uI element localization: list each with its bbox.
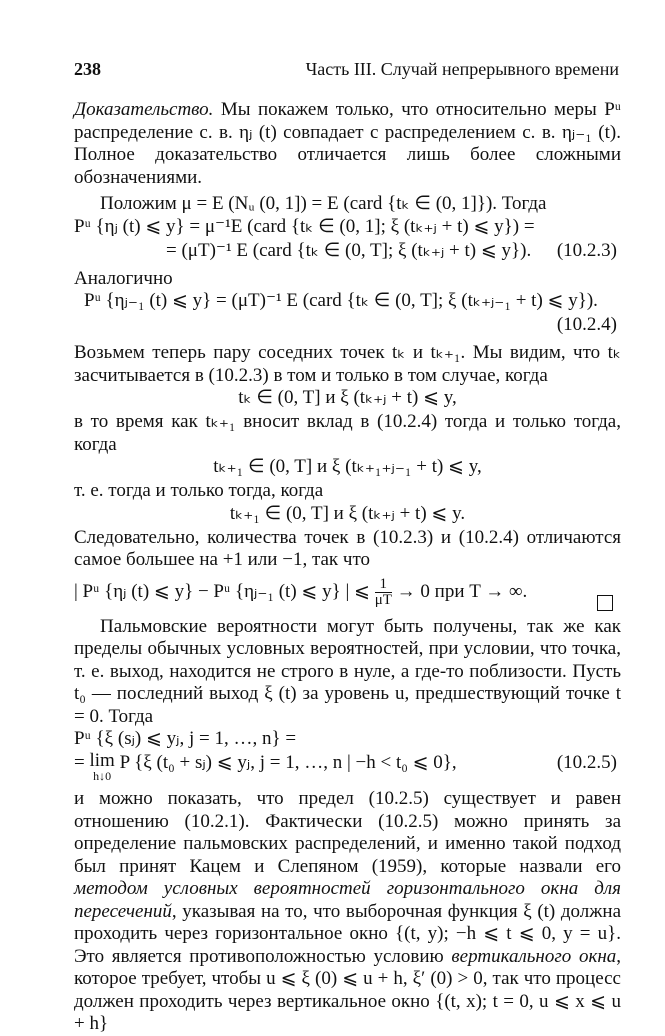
- equation-10-2-3-line1: Pᵘ {ηⱼ (t) ⩽ y} = μ⁻¹E (card {tₖ ∈ (0, 1]; ξ (tₖ₊ⱼ + t) ⩽ y}) =: [74, 215, 535, 237]
- text-segment: , которое требует, чтобы u ⩽ ξ (0) ⩽ u + h, ξ′ (0) > 0, так что процесс должен проходить через вертикальное окно {(t, x); t = 0, u ⩽ x ⩽ u + h}: [74, 945, 622, 1034]
- limit-operator: [89, 752, 114, 782]
- page-body: [74, 99, 621, 1036]
- emphasis-vertical-window: вертикального окна: [451, 945, 617, 967]
- condition-1: tₖ ∈ (0, T] и ξ (tₖ₊ⱼ + t) ⩽ y,: [238, 387, 457, 408]
- paragraph-ie: т. е. тогда и только тогда, когда: [74, 480, 324, 501]
- equation-line: [74, 290, 621, 314]
- inequality-right: → 0 при T → ∞.: [396, 580, 528, 602]
- proof-label: Доказательство.: [74, 99, 214, 120]
- condition-3: tₖ₊₁ ∈ (0, T] и ξ (tₖ₊ⱼ + t) ⩽ y.: [229, 502, 466, 524]
- proof-text: Мы покажем только, что относительно меры Pᵘ распределение с. в. ηⱼ (t) совпадает с распределением с. в. ηⱼ₋₁ (t). Полное доказательство отличается лишь более сложными обозначениями.: [74, 99, 621, 188]
- limit-label: lim: [89, 750, 115, 771]
- paragraph-kac-slepian: [74, 788, 621, 1036]
- equation-number: (10.2.3): [556, 239, 617, 261]
- inequality-line: [74, 572, 621, 612]
- fraction-one-over-mu-t: [375, 577, 392, 608]
- fraction-numerator: 1: [375, 577, 392, 593]
- qed-box-icon: [597, 595, 613, 611]
- text-segment: , указывая на то, что выборочная функция ξ (t) должна проходить через горизонтальное окно {(t, y); −h ⩽ t ⩽ 0, y = u}. Это является противоположностью условию: [74, 900, 621, 967]
- condition-2: tₖ₊₁ ∈ (0, T] и ξ (tₖ₊₁₊ⱼ₋₁ + t) ⩽ y,: [213, 456, 482, 477]
- qed-box-wrapper: [597, 584, 613, 624]
- page-number: 238: [74, 59, 101, 79]
- limit-subscript: h↓0: [93, 769, 112, 783]
- paragraph-palm-probabilities: Пальмовские вероятности могут быть получены, так же как пределы обычных условных вероятностей, при условии, что точка, т. е. выход, находится не строго в нуле, а где-то поблизости. Пусть t₀ — последний выход ξ (t) за уровень u, предшествующий точке t = 0. Тогда: [74, 615, 621, 727]
- equation-line: [74, 216, 621, 240]
- equation-line: [74, 752, 621, 788]
- equation-10-2-5-line2: P {ξ (t₀ + sⱼ) ⩽ yⱼ, j = 1, …, n | −h < t₀ ⩽ 0},: [119, 752, 457, 773]
- condition-line: [74, 387, 621, 411]
- text-segment: и можно показать, что предел (10.2.5) существует и равен отношению (10.2.1). Фактически (10.2.5) можно принять за определение пальмовских распределений, и именно такой подход был принят Кацем и Слепяном (1959), которые назвали его: [74, 788, 621, 877]
- equation-10-2-3-line2: = (μT)⁻¹ E (card {tₖ ∈ (0, T]; ξ (tₖ₊ⱼ + t) ⩽ y}).: [166, 239, 532, 261]
- analogously-label: Аналогично: [74, 267, 173, 289]
- equation-number: (10.2.5): [556, 752, 617, 773]
- condition-line: [74, 456, 621, 480]
- paragraph-consequently: Следовательно, количества точек в (10.2.3) и (10.2.4) отличаются самое большее на +1 или −1, так что: [74, 526, 621, 570]
- condition-line: [74, 503, 621, 527]
- proof-paragraph: [74, 99, 621, 189]
- paragraph-while: в то время как tₖ₊₁ вносит вклад в (10.2.4) тогда и только тогда, когда: [74, 411, 621, 455]
- equation-line: [74, 728, 621, 752]
- paragraph-neighbor-points: Возьмем теперь пару соседних точек tₖ и tₖ₊₁. Мы видим, что tₖ засчитывается в (10.2.3) в том и только в том случае, когда: [74, 342, 622, 386]
- inequality-left: | Pᵘ {ηⱼ (t) ⩽ y} − Pᵘ {ηⱼ₋₁ (t) ⩽ y} | ⩽: [74, 580, 370, 602]
- equation-line: [74, 314, 621, 338]
- paragraph-define-mu: Положим μ = E (Nᵤ (0, 1]) = E (card {tₖ ∈ (0, 1]}). Тогда: [100, 193, 547, 214]
- emphasis-method-name: методом условных вероятностей горизонтального окна для пересечений: [74, 878, 621, 922]
- equation-number: (10.2.4): [556, 314, 617, 335]
- equation-line: [74, 240, 621, 264]
- page-header: [74, 58, 619, 82]
- equation-10-2-5-line1: Pᵘ {ξ (sⱼ) ⩽ yⱼ, j = 1, …, n} =: [74, 728, 297, 749]
- equation-10-2-4: Pᵘ {ηⱼ₋₁ (t) ⩽ y} = (μT)⁻¹ E (card {tₖ ∈ (0, T]; ξ (tₖ₊ⱼ₋₁ + t) ⩽ y}).: [84, 290, 598, 311]
- fraction-denominator: μT: [374, 591, 392, 608]
- running-title: Часть III. Случай непрерывного времени: [305, 59, 619, 79]
- equation-10-2-5-eq: =: [74, 752, 85, 773]
